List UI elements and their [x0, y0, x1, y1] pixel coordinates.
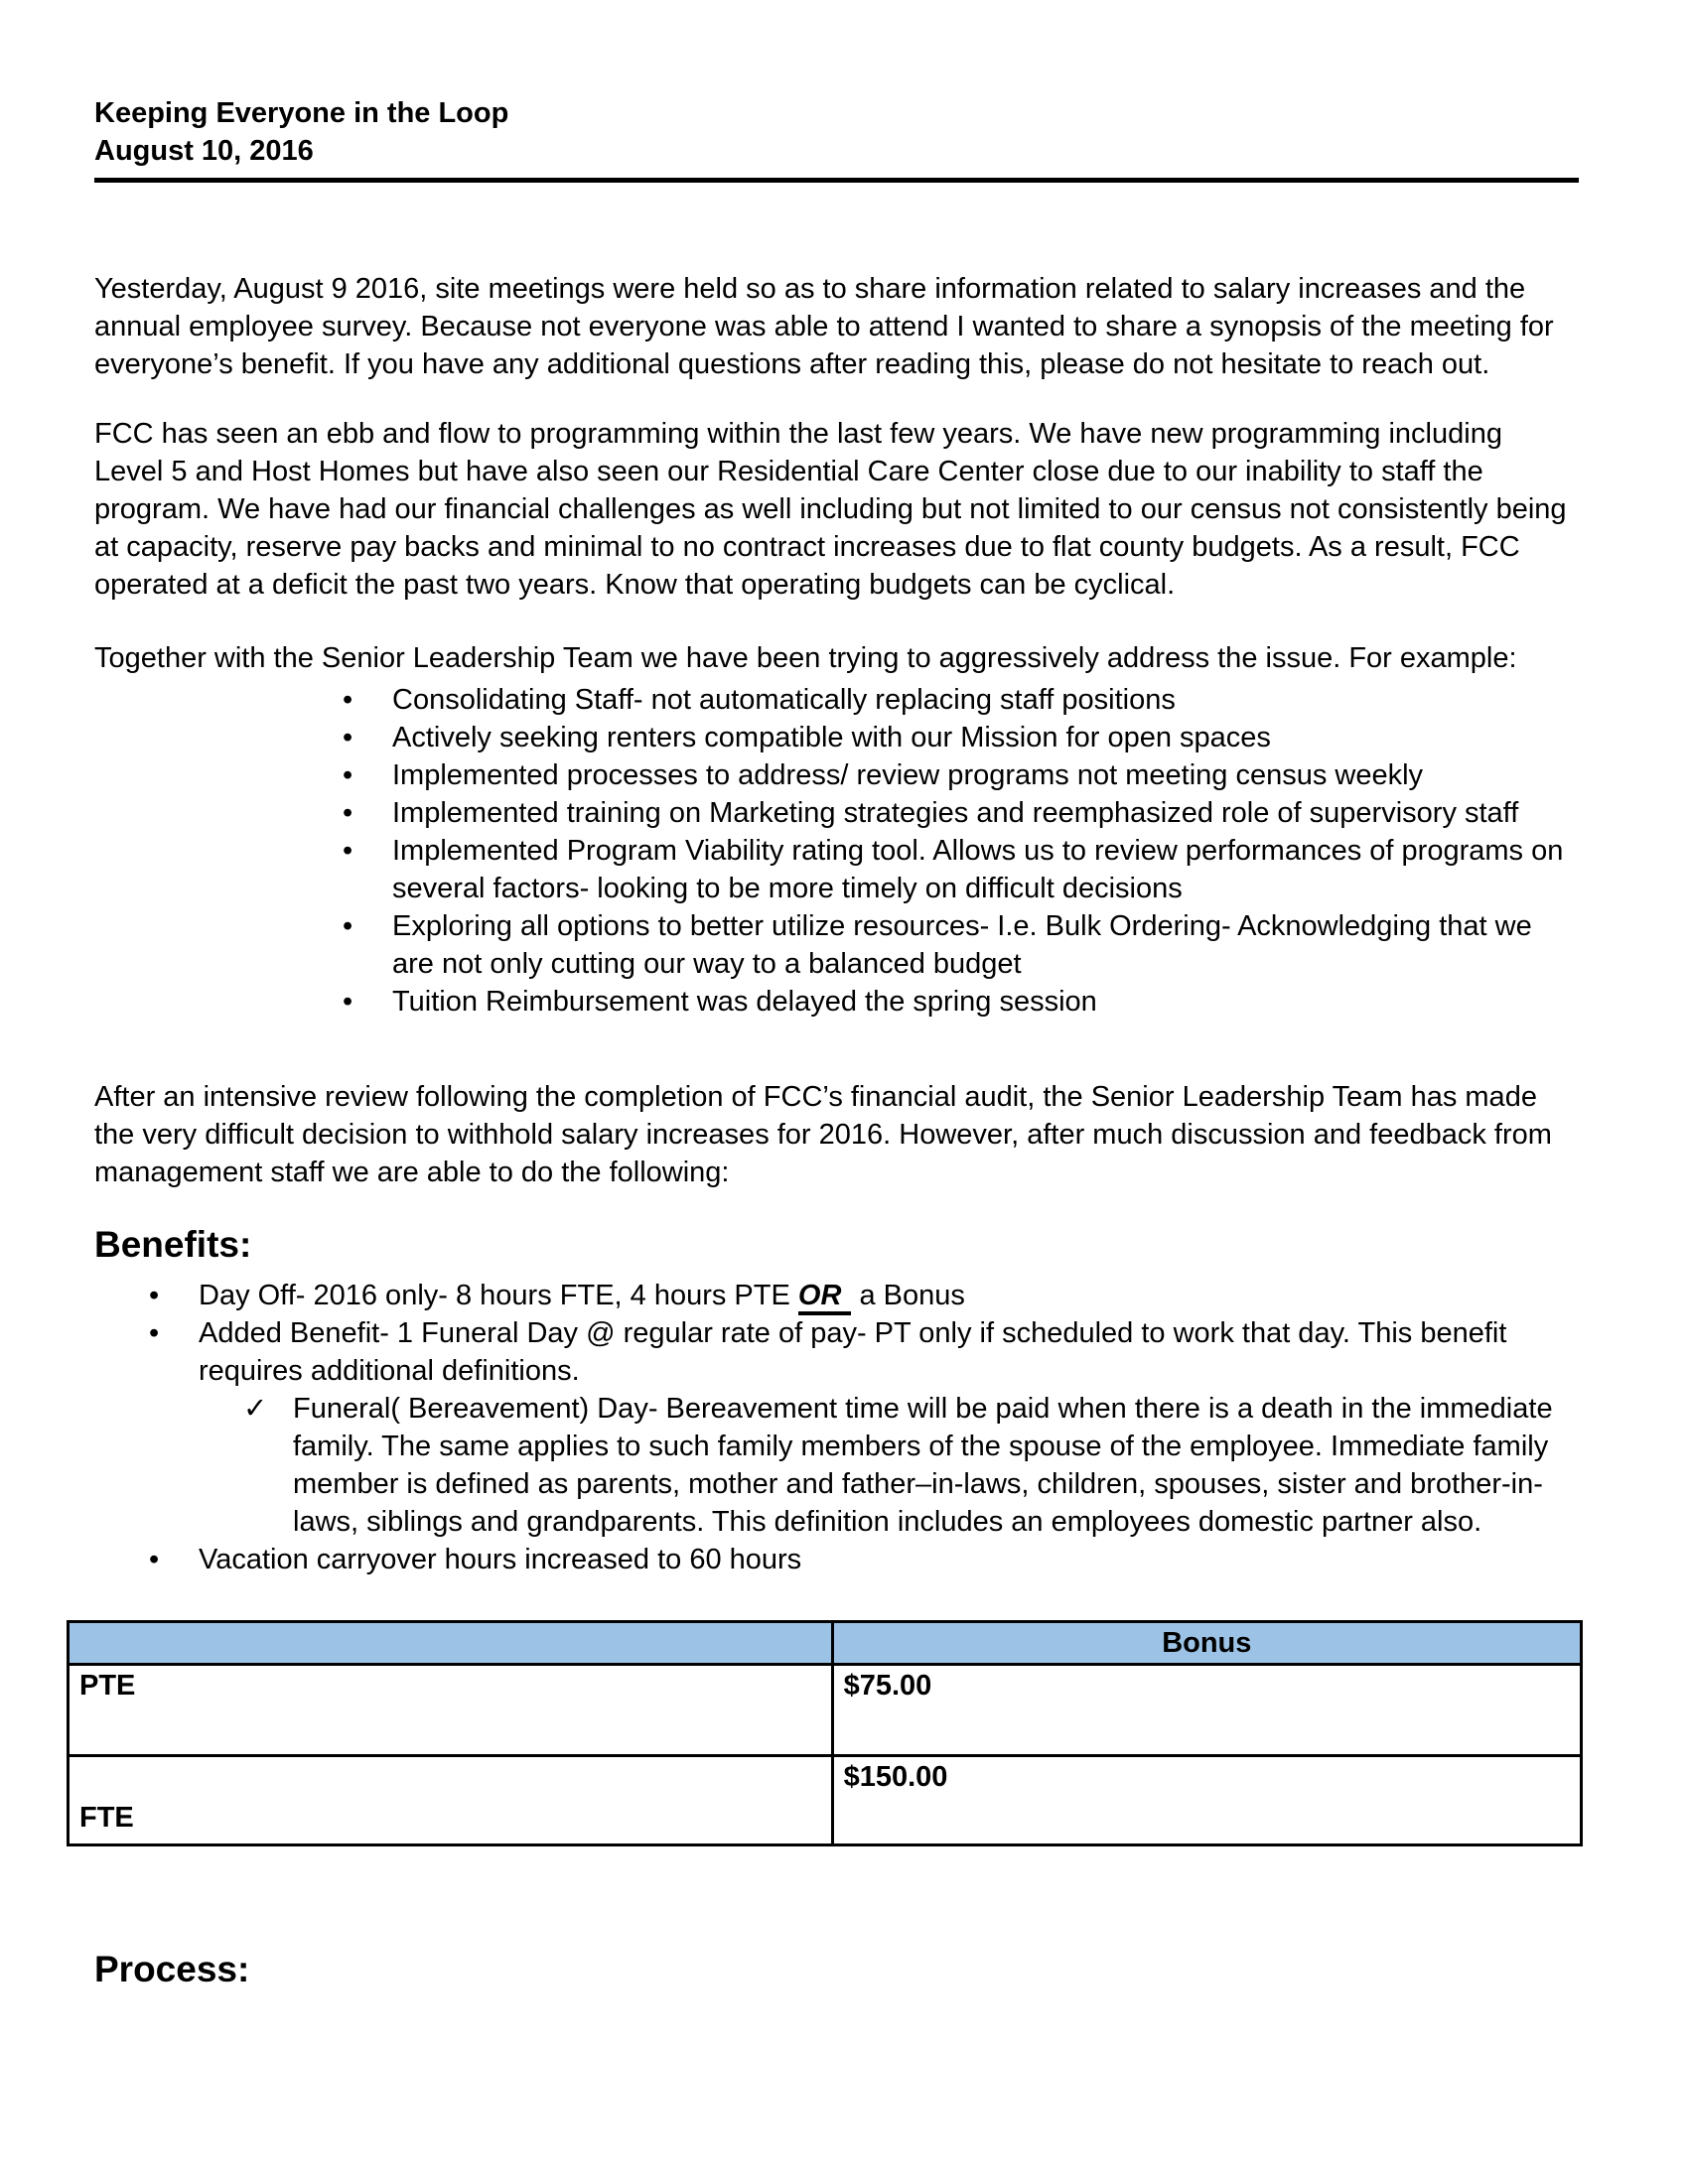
list-item-text: Actively seeking renters compatible with our Mission for open spaces: [392, 722, 1271, 753]
decision-paragraph: After an intensive review following the completion of FCC’s financial audit, the Senior Leadership Team has made the very difficult decision to withhold salary increases for 2016. However, after much discussion and feedback from management staff we are able to do the following:: [94, 1081, 1552, 1188]
list-item-text: Vacation carryover hours increased to 60 hours: [199, 1544, 802, 1575]
lead-in-paragraph: Together with the Senior Leadership Team we have been trying to aggressively address the issue. For example:: [94, 642, 1517, 674]
bullet-icon: •: [343, 722, 353, 753]
list-item-text: Added Benefit- 1 Funeral Day @ regular rate of pay- PT only if scheduled to work that day. This benefit requires additional definitions.: [199, 1317, 1507, 1387]
bullet-icon: •: [343, 835, 353, 867]
list-item-text: [199, 1277, 1579, 1314]
bullet-icon: •: [149, 1280, 160, 1311]
header-rule: [94, 178, 1579, 183]
list-item-text: Consolidating Staff- not automatically replacing staff positions: [392, 684, 1176, 716]
list-item-text: Tuition Reimbursement was delayed the spring session: [392, 986, 1097, 1018]
table-row: [69, 1665, 1582, 1756]
list-item: [94, 907, 1579, 983]
list-item: [94, 832, 1579, 907]
bullet-icon: •: [343, 759, 353, 791]
table-cell-pte-amount: $75.00: [832, 1665, 1581, 1756]
document-date: August 10, 2016: [94, 135, 314, 167]
action-items-list: [94, 681, 1579, 1021]
list-item-text: Implemented training on Marketing strategies and reemphasized role of supervisory staff: [392, 797, 1519, 829]
list-item-text: Implemented Program Viability rating tool. Allows us to review performances of programs on several factors- looking to be more timely on difficult decisions: [392, 835, 1564, 904]
list-item: [94, 681, 1579, 719]
bullet-icon: •: [343, 684, 353, 716]
list-item-day-off: [94, 1277, 1579, 1314]
context-paragraph: FCC has seen an ebb and flow to programming within the last few years. We have new programming including Level 5 and Host Homes but have also seen our Residential Care Center close due to our inability to staff the program. We have had our financial challenges as well including but not limited to our census not consistently being at capacity, reserve pay backs and minimal to no contract increases due to flat county budgets. As a result, FCC operated at a deficit the past two years. Know that operating budgets can be cyclical.: [94, 418, 1567, 601]
list-item-text: Exploring all options to better utilize resources- I.e. Bulk Ordering- Acknowledging that we are not only cutting our way to a balanced budget: [392, 910, 1532, 980]
table-cell-pte: PTE: [69, 1665, 833, 1756]
process-heading: Process:: [94, 1949, 250, 1989]
list-item: [94, 794, 1579, 832]
bullet-icon: •: [149, 1544, 160, 1575]
list-item-text: Funeral( Bereavement) Day- Bereavement time will be paid when there is a death in the immediate family. The same applies to such family members of the spouse of the employee. Immediate family member is defined as parents, mother and father–in-laws, children, spouses, sister and brother-in-laws, siblings and grandparents. This definition includes an employees domestic partner also.: [293, 1393, 1553, 1538]
document-header: [94, 94, 1579, 183]
bonus-table: [67, 1620, 1583, 1846]
table-cell-fte-amount: $150.00: [832, 1756, 1581, 1845]
bullet-icon: •: [343, 986, 353, 1018]
bullet-icon: •: [149, 1317, 160, 1349]
list-item-text: Implemented processes to address/ review programs not meeting census weekly: [392, 759, 1424, 791]
list-item: [94, 756, 1579, 794]
checkmark-icon: ✓: [243, 1393, 268, 1425]
table-header-bonus-cell: Bonus: [832, 1622, 1581, 1665]
list-item: [94, 983, 1579, 1021]
day-off-text-after: a Bonus: [851, 1280, 965, 1311]
document-title: Keeping Everyone in the Loop: [94, 97, 509, 129]
intro-paragraph: Yesterday, August 9 2016, site meetings were held so as to share information related to salary increases and the annual employee survey. Because not everyone was able to attend I wanted to share a synopsis of the meeting for everyone’s benefit. If you have any additional questions after reading this, please do not hesitate to reach out.: [94, 273, 1554, 380]
bullet-icon: •: [343, 910, 353, 942]
table-header-row: [69, 1622, 1582, 1665]
day-off-text: Day Off- 2016 only- 8 hours FTE, 4 hours PTE: [199, 1280, 798, 1311]
or-emphasis: OR: [798, 1280, 852, 1315]
table-row: [69, 1756, 1582, 1845]
table-header-empty-cell: [69, 1622, 833, 1665]
benefits-list: [94, 1277, 1579, 1578]
list-item-vacation: [94, 1541, 1579, 1578]
list-item-added-benefit: [94, 1314, 1579, 1390]
benefits-heading: Benefits:: [94, 1224, 252, 1265]
bullet-icon: •: [343, 797, 353, 829]
list-item: [94, 719, 1579, 756]
list-item-funeral-definition: [94, 1390, 1579, 1541]
table-cell-fte: FTE: [69, 1756, 833, 1845]
